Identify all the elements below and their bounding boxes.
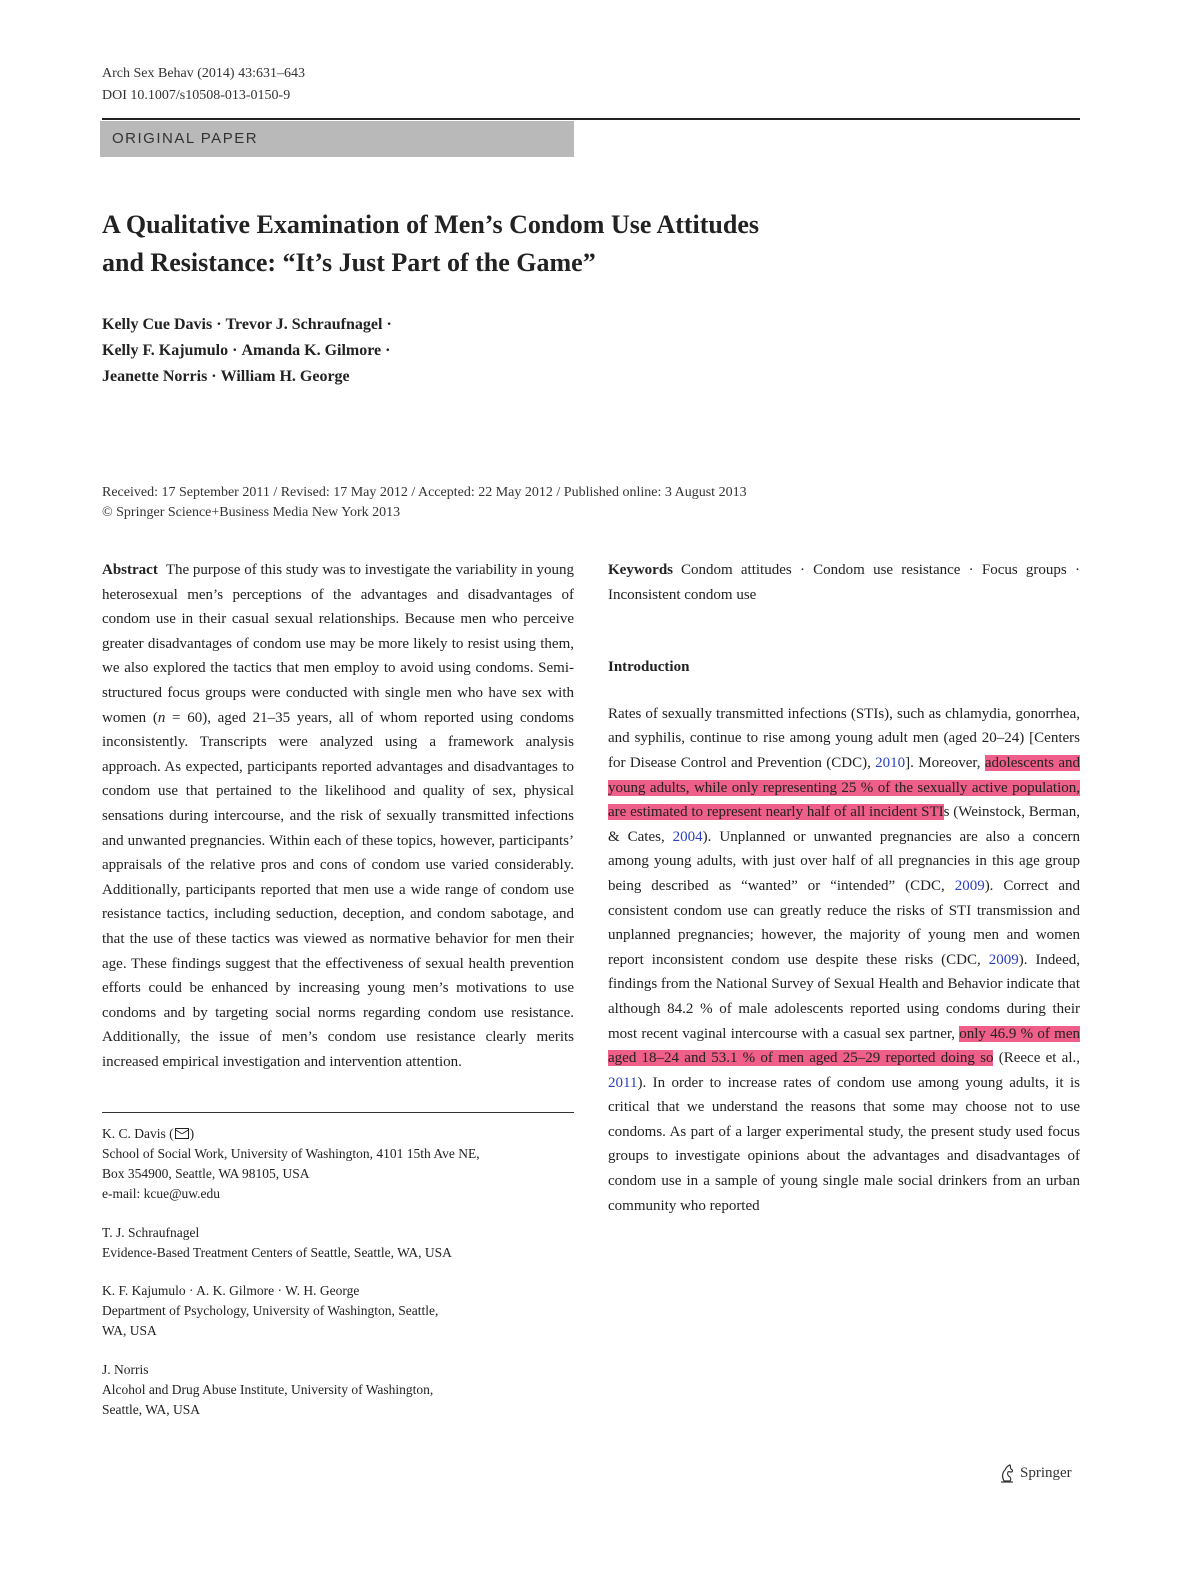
affiliation-name [102, 1124, 574, 1144]
sample-size-symbol: n [157, 709, 166, 726]
publisher-logo [998, 1461, 1072, 1485]
author-separator: · [385, 342, 391, 359]
author-separator: · [216, 316, 222, 333]
abstract [102, 558, 574, 1074]
article-title [102, 206, 982, 282]
article-type-banner: ORIGINAL PAPER [100, 121, 574, 157]
email-address[interactable]: e-mail: kcue@uw.edu [102, 1186, 221, 1201]
affiliation-name: K. F. Kajumulo · A. K. Gilmore · W. H. George [102, 1283, 360, 1298]
author-list [102, 312, 802, 390]
body-text: s (Weinstock, Berman, & Cates, [608, 804, 1080, 845]
journal-citation: Arch Sex Behav (2014) 43:631–643 [102, 66, 305, 81]
author-separator: · [386, 316, 392, 333]
keywords-label: Keywords [608, 562, 673, 578]
citation-link[interactable]: 2009 [988, 951, 1019, 968]
copyright-line: © Springer Science+Business Media New York 2013 [102, 505, 401, 520]
introduction-paragraph [608, 702, 1080, 1218]
affiliation-line: WA, USA [102, 1323, 157, 1338]
affiliation-name-text: ) [189, 1126, 195, 1141]
footnote-rule [102, 1112, 574, 1113]
citation-link[interactable]: 2010 [875, 754, 906, 771]
highlighted-text[interactable]: adolescents and young adults, while only representing 25 % of the sexually active population, are estimated to represent nearly half of all incident STI [608, 754, 1080, 821]
body-text: ). Correct and consistent condom use can greatly reduce the risks of STI transmission and unplanned pregnancies; however, the majority of young men and women report inconsistent condom use despite these risks (CDC, [608, 877, 1080, 968]
affiliation-davis [102, 1124, 574, 1204]
body-text: ). In order to increase rates of condom use among young adults, it is critical that we understand the reasons that some may choose not to use condoms. As part of a larger experimental study, the present study used focus groups to investigate opinions about the advantages and disadvantages of condom use in a sample of young single male social drinkers from an urban community who reported [608, 1074, 1080, 1214]
citation-link[interactable]: 2004 [672, 828, 703, 845]
author-name: Jeanette Norris [102, 368, 208, 385]
affiliation-schraufnagel [102, 1223, 574, 1263]
body-text: Rates of sexually transmitted infections (STIs), such as chlamydia, gonorrhea, and syphilis, continue to rise among young adult men (aged 20–24) [Centers for Disease Control and Prevention (CDC), [608, 705, 1080, 771]
affiliation-norris [102, 1360, 574, 1420]
abstract-text: = 60), aged 21–35 years, all of whom reported using condoms inconsistently. Transcripts were analyzed using a framework analysis approach. As expected, participants reported advantages and disadvantages to condom use that pertained to the likelihood and quality of sex, physical sensations during intercourse, and the risk of sexually transmitted infections and unwanted pregnancies. Within each of these topics, however, participants’ appraisals of the relative pros and cons of condom use varied considerably. Additionally, participants reported that men use a wide range of condom use resistance tactics, including seduction, deception, and condom sabotage, and that the use of these tactics was viewed as normative behavior for men their age. These findings suggest that the effectiveness of sexual health prevention efforts could be enhanced by increasing young men’s motivations to use condoms and by targeting social norms regarding condom use resistance. Additionally, the issue of men’s condom use resistance clearly merits increased empirical investigation and intervention attention. [102, 709, 575, 1070]
affiliation-line: Department of Psychology, University of Washington, Seattle, [102, 1303, 439, 1318]
introduction-heading: Introduction [608, 659, 690, 676]
author-name: Amanda K. Gilmore [241, 342, 382, 359]
affiliation-name: T. J. Schraufnagel [102, 1225, 200, 1240]
affiliation-name-text: K. C. Davis ( [102, 1126, 174, 1141]
body-text: ). Indeed, findings from the National Survey of Sexual Health and Behavior indicate that although 84.2 % of male adolescents reported using condoms during their most recent vaginal intercourse with a casual sex partner, [608, 951, 1081, 1042]
body-text: ]. Moreover, [905, 754, 985, 771]
publisher-name: Springer [1020, 1464, 1072, 1481]
doi: DOI 10.1007/s10508-013-0150-9 [102, 88, 291, 103]
author-separator: · [211, 368, 217, 385]
author-name: Kelly F. Kajumulo [102, 342, 229, 359]
springer-horse-icon [998, 1463, 1016, 1483]
affiliation-line: Box 354900, Seattle, WA 98105, USA [102, 1166, 310, 1181]
citation-link[interactable]: 2009 [954, 877, 985, 894]
affiliation-line: School of Social Work, University of Washington, 4101 15th Ave NE, [102, 1146, 480, 1161]
highlighted-text[interactable]: only 46.9 % of men aged 18–24 and 53.1 % of men aged 25–29 reported doing so [608, 1025, 1080, 1067]
author-name: Kelly Cue Davis [102, 316, 213, 333]
title-line-1: A Qualitative Examination of Men’s Condom Use Attitudes [102, 210, 759, 239]
publication-history [102, 483, 1002, 523]
citation-link[interactable]: 2011 [608, 1074, 638, 1091]
affiliation-line: Seattle, WA, USA [102, 1402, 200, 1417]
header-rule [102, 118, 1080, 120]
body-column [608, 558, 1080, 1218]
affiliation-name: J. Norris [102, 1362, 149, 1377]
author-name: William H. George [220, 368, 350, 385]
dates-line: Received: 17 September 2011 / Revised: 17 May 2012 / Accepted: 22 May 2012 / Published online: 3 August 2013 [102, 485, 747, 500]
keywords [608, 558, 1080, 607]
author-name: Trevor J. Schraufnagel [225, 316, 383, 333]
keywords-text: Condom attitudes · Condom use resistance · Focus groups · Inconsistent condom use [608, 562, 1080, 603]
affiliation-line: Evidence-Based Treatment Centers of Seattle, Seattle, WA, USA [102, 1245, 452, 1260]
author-separator: · [232, 342, 238, 359]
abstract-column [102, 558, 574, 1074]
affiliation-psychology [102, 1281, 574, 1341]
envelope-icon[interactable] [175, 1128, 189, 1139]
abstract-text: The purpose of this study was to investigate the variability in young heterosexual men’s perceptions of the advantages and disadvantages of condom use in their casual sexual relationships. Because men who perceive greater disadvantages of condom use may be more likely to resist using them, we also explored the tactics that men employ to avoid using condoms. Semi-structured focus groups were conducted with single men who have sex with women ( [102, 562, 574, 726]
abstract-label: Abstract [102, 562, 158, 578]
body-text: ). Unplanned or unwanted pregnancies are also a concern among young adults, with just over half of all pregnancies in this age group being described as “wanted” or “intended” (CDC, [608, 828, 1080, 894]
body-text: (Reece et al., [993, 1050, 1080, 1067]
title-line-2: and Resistance: “It’s Just Part of the Game” [102, 248, 596, 277]
affiliation-line: Alcohol and Drug Abuse Institute, University of Washington, [102, 1382, 434, 1397]
